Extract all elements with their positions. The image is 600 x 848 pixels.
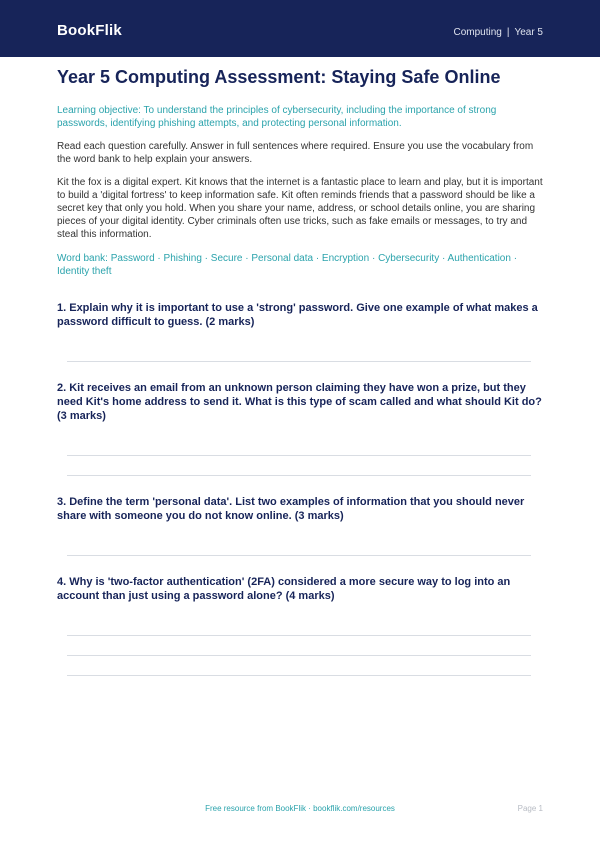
word-bank: Word bank: Password · Phishing · Secure · Personal data · Encryption · Cybersecurity · Authentication · Identity theft	[57, 253, 518, 277]
answer-line[interactable]	[67, 675, 531, 676]
question-block-2	[57, 381, 543, 476]
question-block-4	[57, 575, 543, 676]
question-4-text: 4. Why is 'two-factor authentication' (2FA) considered a more secure way to log into an account than just using a password alone? (4 marks)	[57, 576, 511, 602]
subject-label: Computing	[453, 27, 502, 38]
question-block-1	[57, 301, 543, 362]
question-block-3	[57, 495, 543, 556]
story-text: Kit the fox is a digital expert. Kit knows that the internet is a fantastic place to learn and play, but it is important to build a 'digital fortress' to keep information safe. Kit often reminds friends that a password should be like a secret key that only you hold. When you share your name, address, or school details online, you are sharing pieces of your digital identity. Cyber criminals often use tricks, such as fake emails or messages, to try and steal this information.	[57, 177, 543, 240]
year-label: Year 5	[514, 27, 543, 38]
learning-objective: Learning objective: To understand the principles of cybersecurity, including the importance of strong passwords, identifying phishing attempts, and protecting personal information.	[57, 105, 497, 129]
answer-line[interactable]	[67, 555, 531, 556]
answer-line[interactable]	[67, 455, 531, 456]
answer-line[interactable]	[67, 635, 531, 636]
page-number: Page 1	[517, 804, 543, 813]
question-2-text: 2. Kit receives an email from an unknown person claiming they have won a prize, but they need Kit's home address to send it. What is this type of scam called and what should Kit do? (3 marks)	[57, 382, 542, 422]
header-bar	[0, 0, 600, 57]
worksheet-content	[57, 62, 543, 676]
footer-resource-link[interactable]: Free resource from BookFlik · bookflik.com/resources	[205, 804, 395, 813]
brand-logo[interactable]: BookFlik	[57, 22, 122, 39]
answer-line[interactable]	[67, 361, 531, 362]
page-title: Year 5 Computing Assessment: Staying Safe Online	[57, 67, 501, 87]
meta-separator: |	[506, 27, 510, 38]
instructions-text: Read each question carefully. Answer in full sentences where required. Ensure you use the vocabulary from the word bank to help explain your answers.	[57, 141, 534, 165]
question-1-text: 1. Explain why it is important to use a 'strong' password. Give one example of what makes a password difficult to guess. (2 marks)	[57, 302, 538, 328]
question-3-text: 3. Define the term 'personal data'. List two examples of information that you should never share with someone you do not know online. (3 marks)	[57, 496, 525, 522]
header-meta	[453, 27, 543, 38]
answer-line[interactable]	[67, 655, 531, 656]
answer-line[interactable]	[67, 475, 531, 476]
